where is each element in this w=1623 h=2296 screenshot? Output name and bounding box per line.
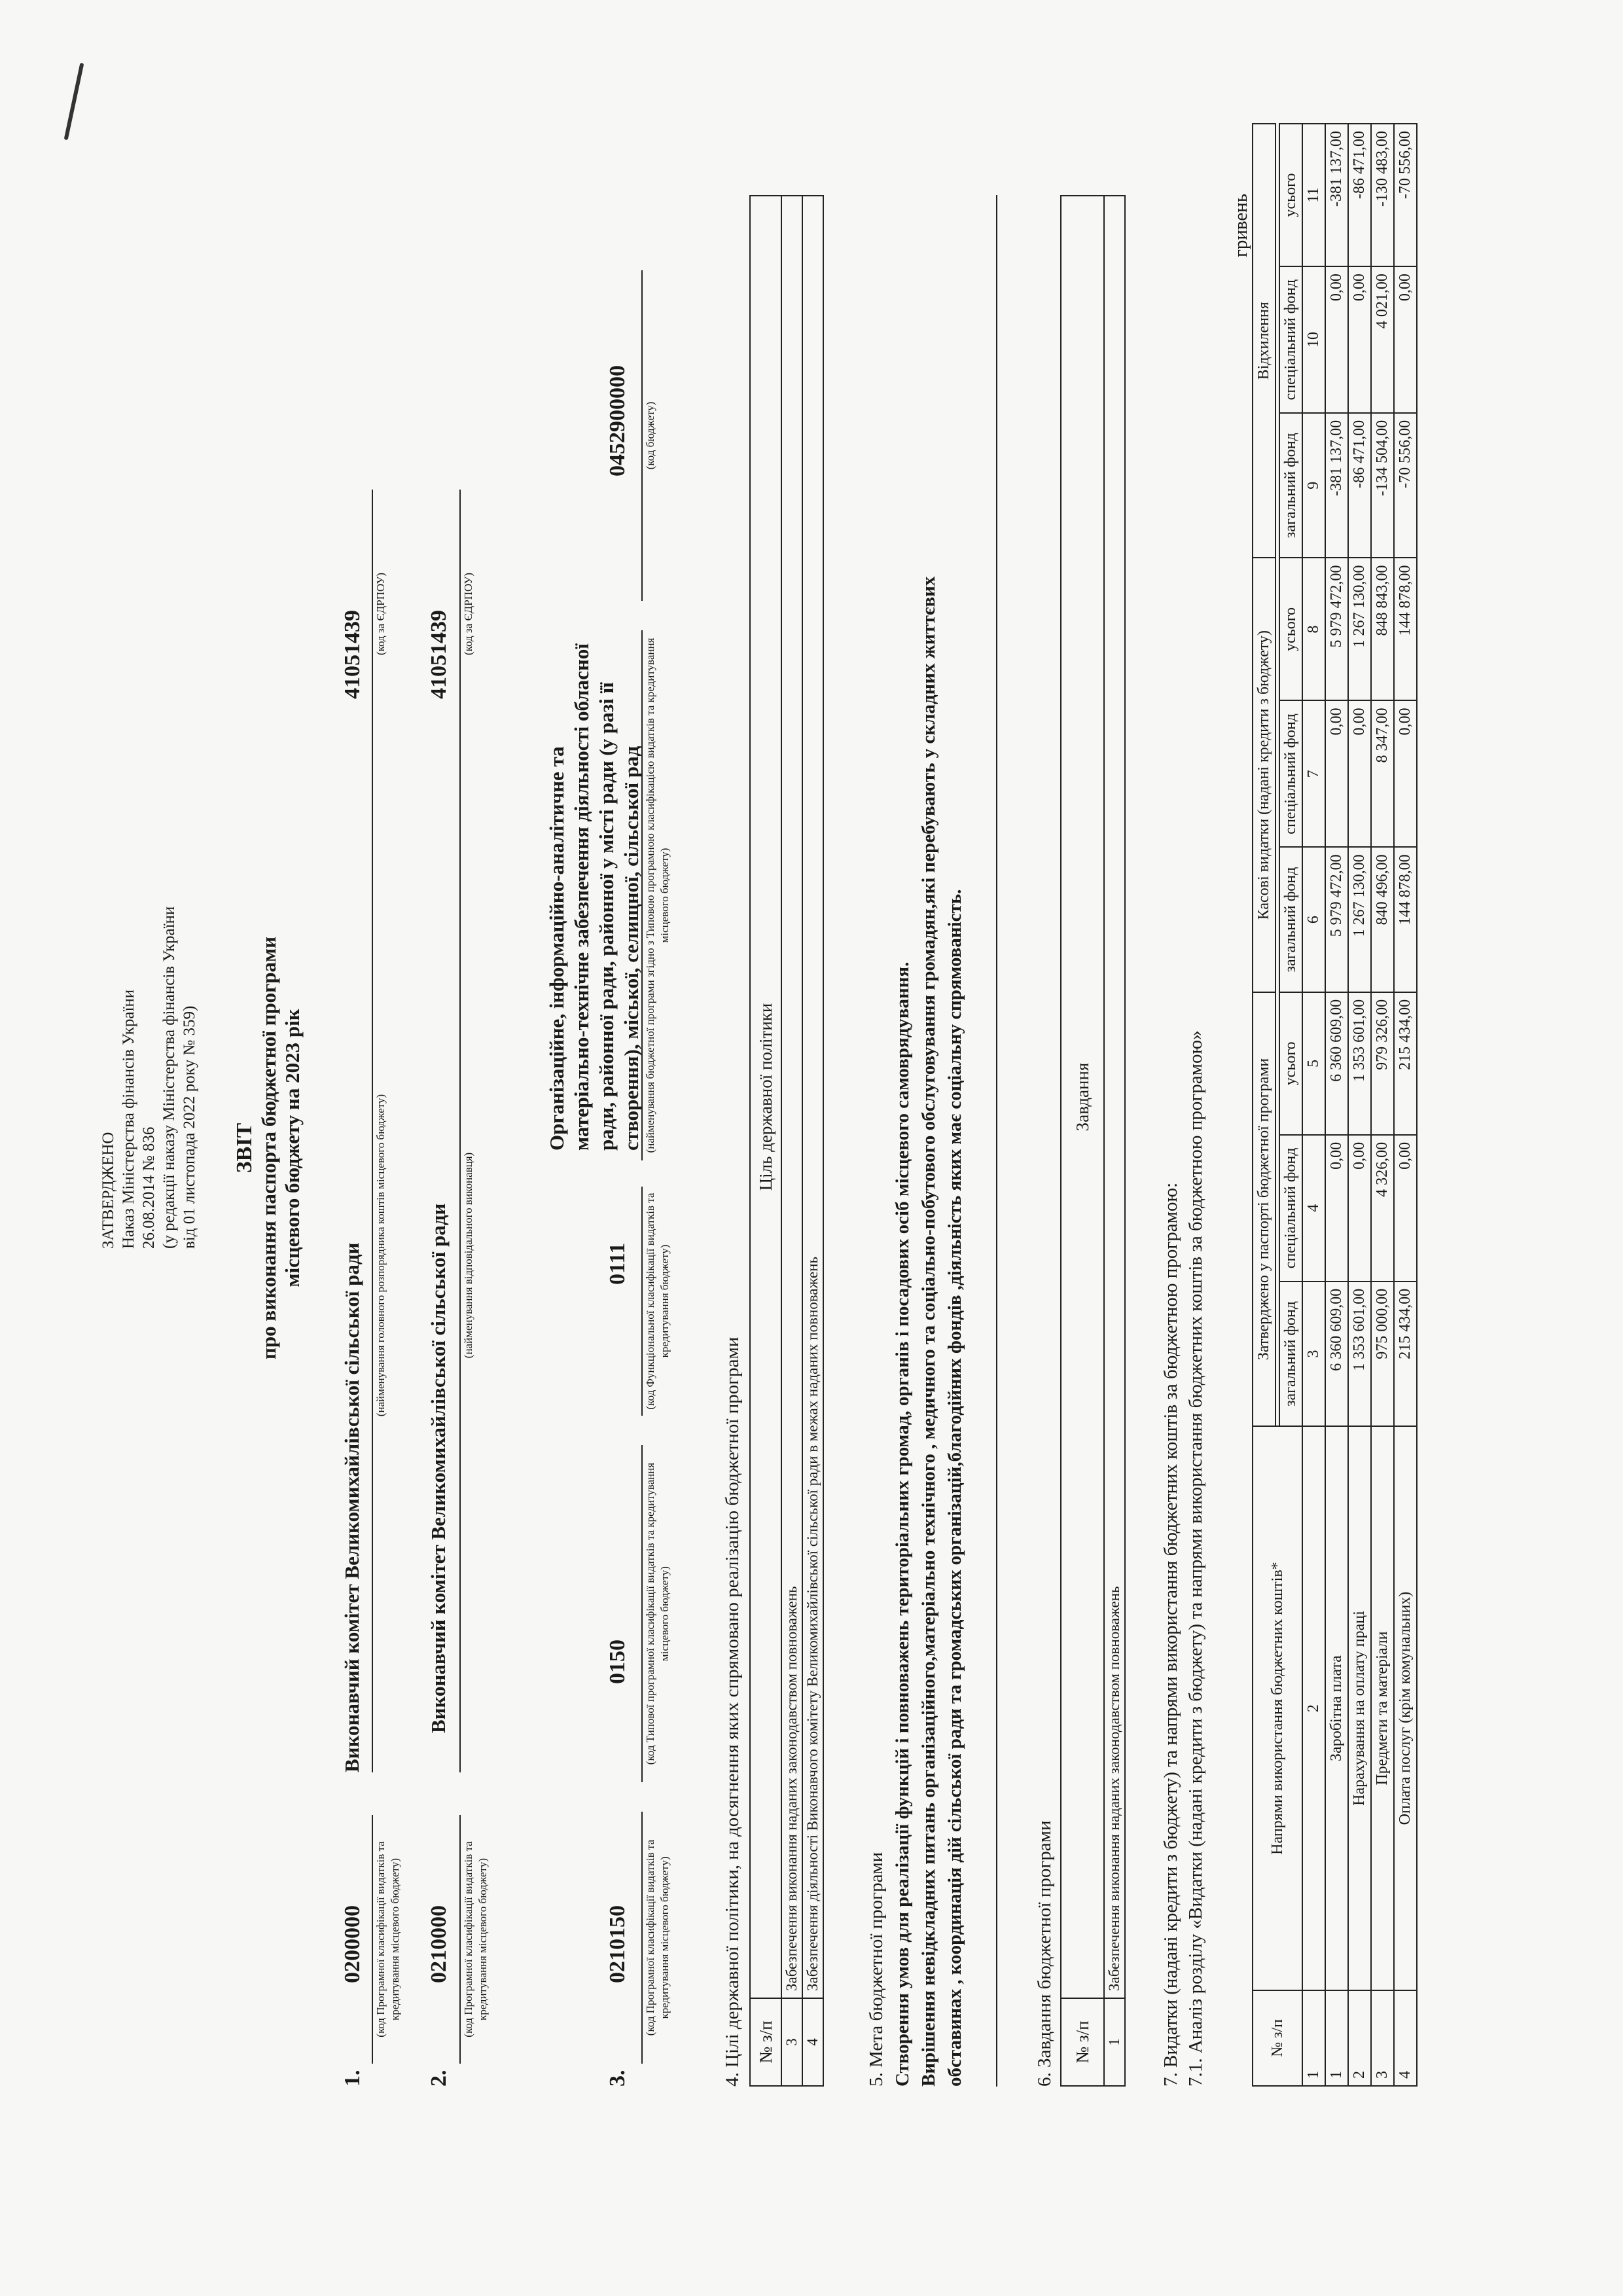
- column-number: 7: [1302, 701, 1325, 848]
- column-number: 4: [1302, 1135, 1325, 1282]
- planned-special: 0,00: [1348, 1135, 1371, 1282]
- goal-number: 4: [802, 1998, 823, 2086]
- section71-title: 7.1. Аналіз розділу «Видатки (надані кредити з бюджету) та напрями використання бюджетних коштів за бюджетною програмою»: [1185, 1030, 1206, 2087]
- deviation-general: -86 471,00: [1348, 413, 1371, 558]
- planned-general: 6 360 609,00: [1325, 1282, 1348, 1427]
- row2-code-caption: (код Програмної класифікації видатків та кредитування місцевого бюджету): [462, 1841, 489, 2037]
- row-number: 1: [1325, 1990, 1348, 2086]
- col-goal-header: Ціль державної політики: [750, 196, 781, 1998]
- deviation-special-header: спеціальний фонд: [1279, 266, 1302, 413]
- section6-title: 6. Завдання бюджетної програми: [1034, 1820, 1055, 2087]
- approval-edition: (у редакції наказу Міністерства фінансів України: [160, 906, 178, 1249]
- row2-edrpou: 41051439: [427, 610, 451, 699]
- actual-general: 1 267 130,00: [1348, 847, 1371, 992]
- actual-special-header: спеціальний фонд: [1279, 701, 1302, 848]
- section7-title: 7. Видатки (надані кредити з бюджету) та напрями використання бюджетних коштів за бюджетною програмою:: [1160, 1182, 1181, 2087]
- row2-name-caption: (найменування відповідального виконавця): [462, 1152, 474, 1359]
- column-number: 10: [1302, 266, 1325, 413]
- actual-total: 848 843,00: [1371, 558, 1394, 700]
- actual-header: Касові видатки (надані кредити з бюджету): [1253, 558, 1275, 992]
- row-number: 4: [1394, 1990, 1417, 2086]
- row1-code-line: [372, 1815, 373, 2064]
- deviation-special: 0,00: [1394, 266, 1417, 413]
- row3-name-line: [641, 630, 643, 1160]
- table-row: [1348, 124, 1371, 2086]
- table-row: [1104, 196, 1125, 2086]
- row3-tpkvk-code: 0150: [605, 1640, 630, 1684]
- direction-name: Предмети та матеріали: [1371, 1426, 1394, 1990]
- policy-goals-table: [749, 195, 824, 2087]
- direction-name: Оплата послуг (крім комунальних): [1394, 1426, 1417, 1990]
- col-number-header: № з/п: [1061, 1998, 1104, 2086]
- currency-unit: гривень: [1230, 193, 1251, 257]
- row1-code-caption: (код Програмної класифікації видатків та кредитування місцевого бюджету): [374, 1841, 401, 2037]
- row2-edrpou-line: [459, 490, 461, 738]
- deviation-special: 0,00: [1348, 266, 1371, 413]
- planned-special-header: спеціальний фонд: [1279, 1135, 1302, 1282]
- deviation-general-header: загальний фонд: [1279, 413, 1302, 558]
- actual-total: 5 979 472,00: [1325, 558, 1348, 700]
- row2-code-line: [459, 1815, 461, 2064]
- row3-fkvk-line: [641, 1187, 643, 1416]
- actual-special: 0,00: [1348, 701, 1371, 848]
- row1-name-line: [372, 738, 373, 1772]
- actual-special: 8 347,00: [1371, 701, 1394, 848]
- column-number: 2: [1302, 1426, 1325, 1990]
- approval-title: ЗАТВЕРДЖЕНО: [99, 1132, 117, 1249]
- column-number: 6: [1302, 847, 1325, 992]
- row1-edrpou-line: [372, 490, 373, 738]
- actual-total-header: усього: [1279, 558, 1302, 700]
- row2-edrpou-caption: (код за ЄДРПОУ): [462, 572, 474, 656]
- deviation-total: -381 137,00: [1325, 124, 1348, 266]
- actual-general: 840 496,00: [1371, 847, 1394, 992]
- row2-name-line: [459, 738, 461, 1772]
- row1-name-caption: (найменування головного розпорядника коштів місцевого бюджету): [374, 1094, 387, 1417]
- col-direction-header: Напрями використання бюджетних коштів*: [1253, 1426, 1302, 1990]
- row-number: 3: [1371, 1990, 1394, 2086]
- planned-general-header: загальний фонд: [1279, 1282, 1302, 1427]
- table-row: [781, 196, 802, 2086]
- expenditures-table: [1252, 123, 1418, 2087]
- section5-title: 5. Мета бюджетної програми: [866, 1852, 887, 2087]
- row3-program-code: 0210150: [605, 1905, 630, 1983]
- tasks-table: [1060, 195, 1126, 2087]
- actual-general-header: загальний фонд: [1279, 847, 1302, 992]
- col-number-header: № з/п: [1253, 1990, 1302, 2086]
- planned-header: Затверджено у паспорті бюджетної програми: [1253, 992, 1275, 1426]
- deviation-total: -70 556,00: [1394, 124, 1417, 266]
- deviation-general: -70 556,00: [1394, 413, 1417, 558]
- column-number: 5: [1302, 992, 1325, 1135]
- actual-special: 0,00: [1394, 701, 1417, 848]
- deviation-total: -130 483,00: [1371, 124, 1394, 266]
- section4-title: 4. Цілі державної політики, на досягнення яких спрямовано реалізацію бюджетної програми: [722, 1336, 743, 2087]
- planned-general: 215 434,00: [1394, 1282, 1417, 1427]
- column-number: 3: [1302, 1282, 1325, 1427]
- col-task-header: Завдання: [1061, 196, 1104, 1998]
- row3-fkvk-caption: (код Функціональної класифікації видатків та кредитування бюджету): [644, 1193, 671, 1410]
- row3-budget-code: 0452900000: [605, 365, 630, 476]
- planned-special: 0,00: [1325, 1135, 1348, 1282]
- column-number: 11: [1302, 124, 1325, 266]
- row3-budget-line: [641, 270, 643, 601]
- task-number: 1: [1104, 1998, 1125, 2086]
- row3-tpkvk-line: [641, 1445, 643, 1782]
- actual-general: 144 878,00: [1394, 847, 1417, 992]
- table-row: [1325, 124, 1348, 2086]
- row3-budget-caption: (код бюджету): [644, 401, 656, 470]
- planned-total-header: усього: [1279, 992, 1302, 1135]
- planned-general: 975 000,00: [1371, 1282, 1394, 1427]
- deviation-general: -134 504,00: [1371, 413, 1394, 558]
- planned-total: 1 353 601,00: [1348, 992, 1371, 1135]
- row1-edrpou-caption: (код за ЄДРПОУ): [374, 572, 387, 656]
- approval-date: 26.08.2014 № 836: [140, 1126, 158, 1249]
- row3-tpkvk-caption: (код Типової програмної класифікації видатків та кредитування місцевого бюджету): [644, 1462, 671, 1765]
- planned-special: 0,00: [1394, 1135, 1417, 1282]
- planned-total: 6 360 609,00: [1325, 992, 1348, 1135]
- row1-manager-name: Виконавчий комітет Великомихайлівської сільської ради: [340, 1242, 363, 1772]
- section5-rule: [996, 195, 997, 2087]
- approval-order: Наказ Міністерства фінансів України: [120, 989, 137, 1249]
- program-goal-line1: Створення умов для реалізації функцій і повноважень територіальних громад, органів і посадових осіб місцевого самоврядування.: [892, 961, 913, 2087]
- planned-general: 1 353 601,00: [1348, 1282, 1371, 1427]
- planned-special: 4 326,00: [1371, 1135, 1394, 1282]
- row2-executor-name: Виконавчий комітет Великомихайлівської сільської ради: [427, 1203, 450, 1733]
- task-text: Забезпечення виконання наданих законодавством повноважень: [1104, 196, 1125, 1998]
- report-title: ЗВІТ: [232, 1122, 257, 1174]
- program-goal-line3: обставинах , координація дій сільської ради та громадських організацій,благодійних фондів ,діяльність яких має соціальну спрямованість.: [944, 889, 965, 2087]
- row3-code-line: [641, 1812, 643, 2064]
- column-number: 8: [1302, 558, 1325, 700]
- column-numbers-row: [1302, 124, 1325, 2086]
- column-number: 1: [1302, 1990, 1325, 2086]
- row3-fkvk-code: 0111: [605, 1242, 630, 1285]
- column-number: 9: [1302, 413, 1325, 558]
- actual-total: 144 878,00: [1394, 558, 1417, 700]
- row1-program-code: 0200000: [340, 1905, 365, 1983]
- table-row: [1394, 124, 1417, 2086]
- deviation-total-header: усього: [1279, 124, 1302, 266]
- deviation-special: 0,00: [1325, 266, 1348, 413]
- row2-program-code: 0210000: [427, 1905, 451, 1983]
- deviation-special: 4 021,00: [1371, 266, 1394, 413]
- goal-number: 3: [781, 1998, 802, 2086]
- row3-number: 3.: [605, 2070, 630, 2087]
- approval-block: [98, 692, 200, 1249]
- direction-name: Нарахування на оплату праці: [1348, 1426, 1371, 1990]
- deviation-general: -381 137,00: [1325, 413, 1348, 558]
- row3-name-caption: (найменування бюджетної програми згідно з Типовою програмною класифікацією видатків та кредитування місцевого бюджету): [644, 637, 671, 1153]
- row3-code-caption: (код Програмної класифікації видатків та кредитування місцевого бюджету): [644, 1839, 671, 2036]
- row3-program-name: Організаційне, інформаційно-аналітичне та матеріально-технічне забезпечення діяльності обласної ради, районної ради, районної у місті ради (у разі її створення), міської, селищної, сільської рад: [545, 643, 643, 1151]
- deviation-header: Відхилення: [1253, 124, 1275, 558]
- table-row: [802, 196, 823, 2086]
- row1-edrpou: 41051439: [340, 610, 365, 699]
- col-number-header: № з/п: [750, 1998, 781, 2086]
- direction-name: Заробітна плата: [1325, 1426, 1348, 1990]
- row2-number: 2.: [427, 2070, 451, 2087]
- actual-general: 5 979 472,00: [1325, 847, 1348, 992]
- report-year: місцевого бюджету на 2023 рік: [281, 1009, 304, 1287]
- program-goal-line2: Вирішення невідкладних питань організаційного,матеріально технічного , медичного та соціально-побутового обслуговування громадян,які перебувають у складних життєвих: [918, 576, 939, 2087]
- row1-number: 1.: [340, 2070, 365, 2087]
- row-number: 2: [1348, 1990, 1371, 2086]
- goal-text: Забезпечення виконання наданих законодавством повноважень: [781, 196, 802, 1998]
- planned-total: 215 434,00: [1394, 992, 1417, 1135]
- goal-text: Забезпечення діяльності Виконавчого комітету Великомихайлівської сільської ради в межах наданих повноважень: [802, 196, 823, 1998]
- approval-edition-date: від 01 листопада 2022 року № 359): [181, 1005, 198, 1249]
- table-row: [1371, 124, 1394, 2086]
- report-subtitle: про виконання паспорта бюджетної програми: [257, 937, 280, 1359]
- actual-special: 0,00: [1325, 701, 1348, 848]
- deviation-total: -86 471,00: [1348, 124, 1371, 266]
- planned-total: 979 326,00: [1371, 992, 1394, 1135]
- actual-total: 1 267 130,00: [1348, 558, 1371, 700]
